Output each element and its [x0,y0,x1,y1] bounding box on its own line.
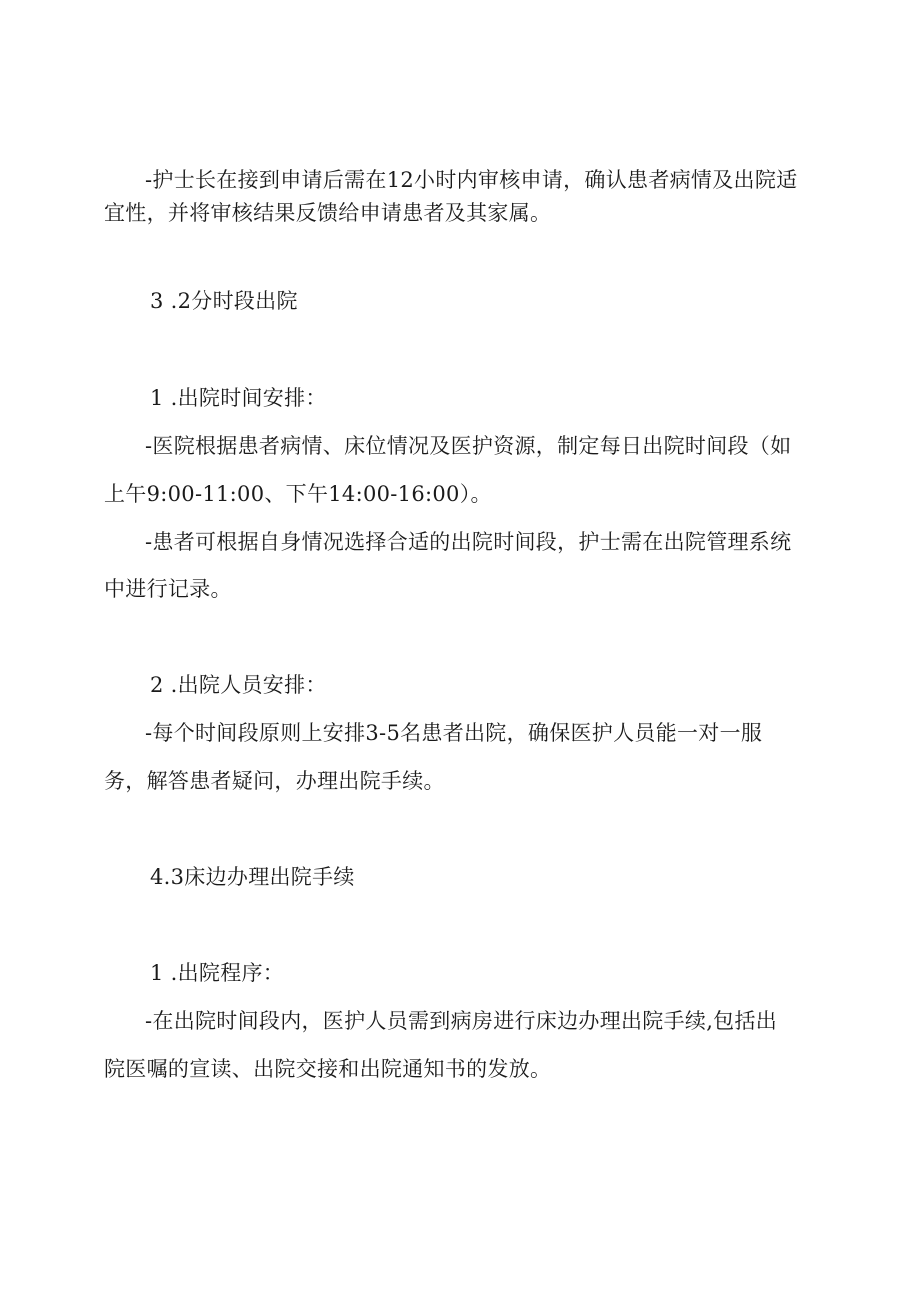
item-heading-discharge-procedure: 1 .出院程序： [150,961,285,985]
paragraph-staff-line-1: -每个时间段原则上安排3-5名患者出院，确保医护人员能一对一服 [145,721,763,745]
paragraph-review-line-1: -护士长在接到申请后需在12小时内审核申请，确认患者病情及出院适 [145,168,798,192]
section-heading-3-2: 3 .2分时段出院 [150,289,298,313]
paragraph-choose-slot-line-1: -患者可根据自身情况选择合适的出院时间段，护士需在出院管理系统 [145,530,792,554]
paragraph-review-line-2: 宜性，并将审核结果反馈给申请患者及其家属。 [104,201,552,225]
paragraph-schedule-line-1: -医院根据患者病情、床位情况及医护资源，制定每日出院时间段（如 [145,434,792,458]
section-heading-4-3: 4.3床边办理出院手续 [150,865,355,889]
item-heading-discharge-time: 1 .出院时间安排： [150,386,327,410]
paragraph-procedure-line-2: 院医嘱的宣读、出院交接和出院通知书的发放。 [104,1057,552,1081]
paragraph-procedure-line-1: -在出院时间段内，医护人员需到病房进行床边办理出院手续,包括出 [145,1009,778,1033]
item-heading-discharge-staff: 2 .出院人员安排： [150,673,327,697]
paragraph-schedule-line-2: 上午9:00-11:00、下午14:00-16:00）。 [104,482,492,506]
paragraph-staff-line-2: 务，解答患者疑问，办理出院手续。 [104,769,445,793]
paragraph-choose-slot-line-2: 中进行记录。 [104,577,232,601]
